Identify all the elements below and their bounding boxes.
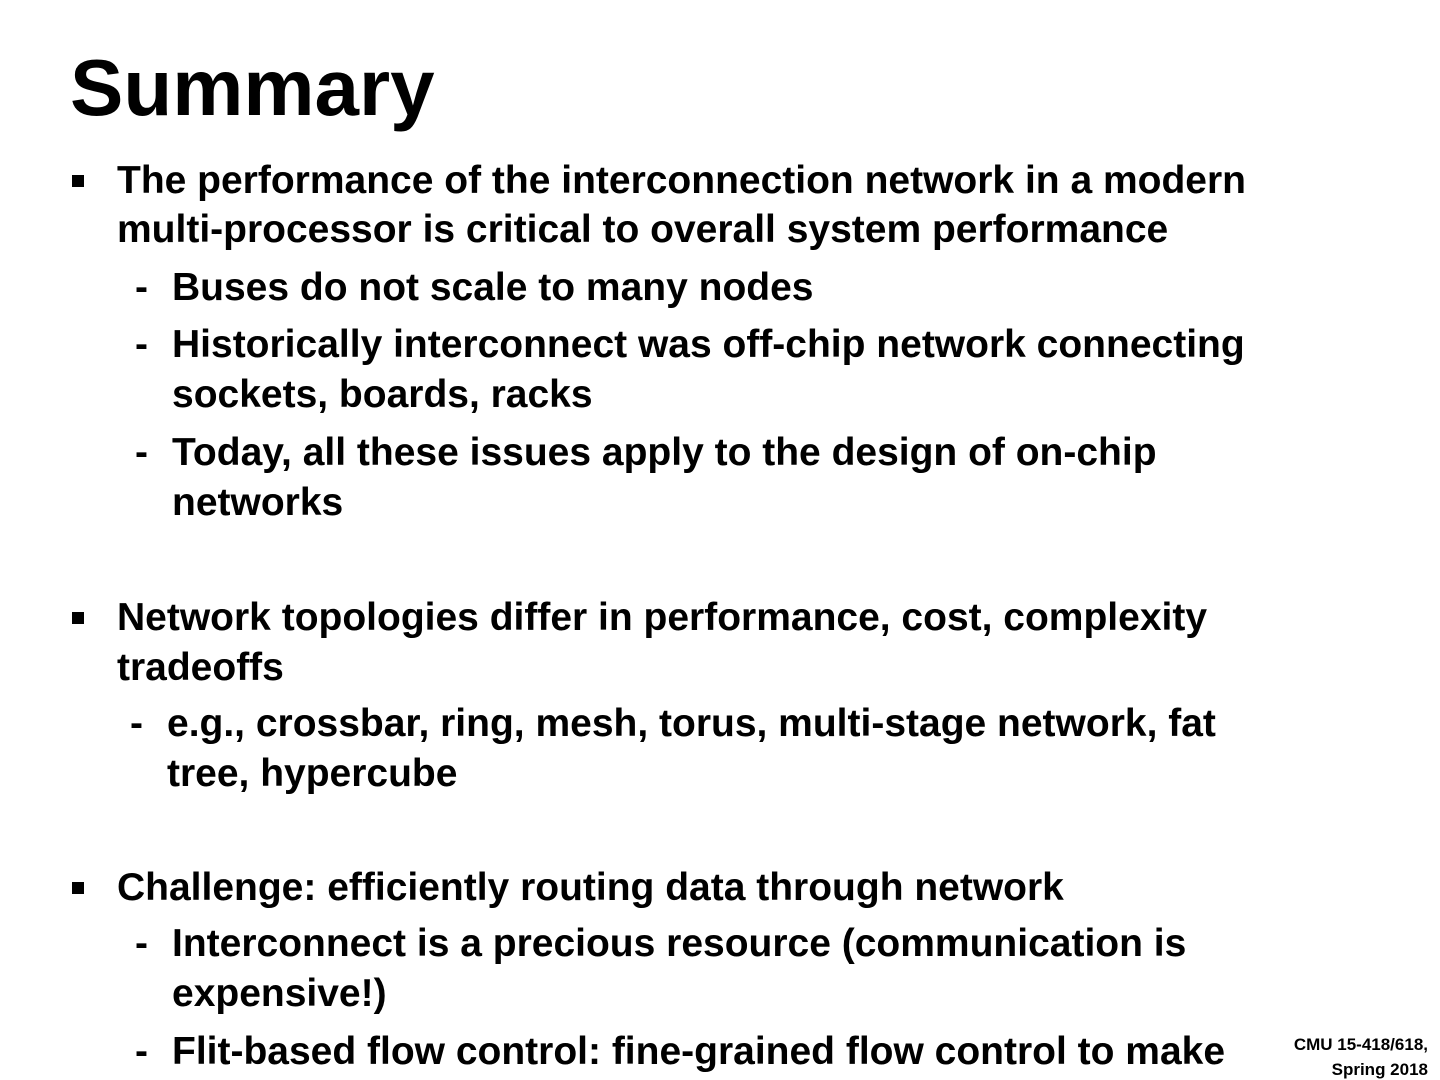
bullet-1-sub-3-line-2: networks [172, 481, 344, 524]
bullet-2-line-2: tradeoffs [117, 646, 284, 689]
bullet-marker [72, 175, 84, 187]
bullet-1-sub-2-line-2: sockets, boards, racks [172, 373, 593, 416]
bullet-1-sub-3-line-1: Today, all these issues apply to the design of on-chip [172, 431, 1157, 474]
bullet-1-sub-2-line-1: Historically interconnect was off-chip network connecting [172, 323, 1245, 366]
bullet-3-sub-2-line-1: Flit-based flow control: fine-grained flow control to make [172, 1030, 1226, 1073]
sub-bullet-dash: - [135, 922, 148, 965]
sub-bullet-dash: - [135, 1030, 148, 1073]
bullet-2-line-1: Network topologies differ in performance, cost, complexity [117, 596, 1208, 639]
bullet-1-line-2: multi-processor is critical to overall system performance [117, 208, 1169, 251]
sub-bullet-dash: - [135, 323, 148, 366]
bullet-2-sub-1-line-1: e.g., crossbar, ring, mesh, torus, multi-stage network, fat [167, 702, 1216, 745]
bullet-marker [72, 882, 84, 894]
sub-bullet-dash: - [130, 702, 143, 745]
bullet-marker [72, 612, 84, 624]
bullet-3-line-1: Challenge: efficiently routing data through network [117, 866, 1064, 909]
bullet-2-sub-1-line-2: tree, hypercube [167, 752, 458, 795]
footer-semester-label: Spring 2018 [1331, 1060, 1428, 1079]
sub-bullet-dash: - [135, 431, 148, 474]
bullet-3-sub-1-line-1: Interconnect is a precious resource (communication is [172, 922, 1187, 965]
slide-title: Summary [70, 43, 435, 132]
bullet-1-line-1: The performance of the interconnection network in a modern [117, 159, 1246, 202]
bullet-1-sub-1-line-1: Buses do not scale to many nodes [172, 266, 814, 309]
sub-bullet-dash: - [135, 266, 148, 309]
footer-course-label: CMU 15-418/618, [1293, 1035, 1428, 1054]
bullet-3-sub-1-line-2: expensive!) [172, 972, 387, 1015]
